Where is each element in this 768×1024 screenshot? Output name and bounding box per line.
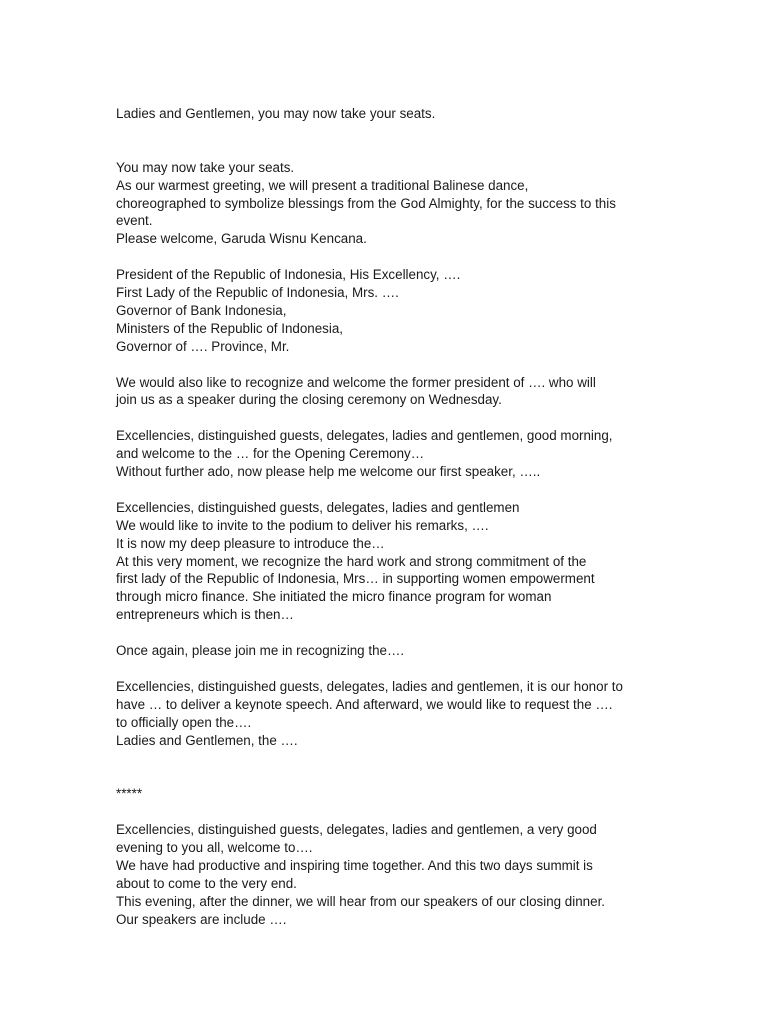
text-line: have … to deliver a keynote speech. And afterward, we would like to request the …. bbox=[116, 696, 613, 712]
text-line: First Lady of the Republic of Indonesia, Mrs. …. bbox=[116, 285, 399, 301]
blank-line bbox=[116, 123, 676, 141]
blank-line bbox=[116, 767, 676, 785]
text-line: choreographed to symbolize blessings from the God Almighty, for the success to this bbox=[116, 195, 616, 211]
text-line: and welcome to the … for the Opening Ceremony… bbox=[116, 446, 425, 462]
text-line: through micro finance. She initiated the micro finance program for woman bbox=[116, 589, 552, 605]
text-line: Ladies and Gentlemen, you may now take your seats. bbox=[116, 106, 436, 121]
text-line: Excellencies, distinguished guests, delegates, ladies and gentlemen, a very good bbox=[116, 822, 597, 838]
blank-line bbox=[116, 141, 676, 159]
text-line: We would also like to recognize and welcome the former president of …. who will bbox=[116, 374, 596, 390]
text-line: Excellencies, distinguished guests, delegates, ladies and gentlemen, it is our honor to bbox=[116, 678, 623, 694]
text-line: join us as a speaker during the closing ceremony on Wednesday. bbox=[116, 392, 502, 408]
text-line: evening to you all, welcome to…. bbox=[116, 839, 313, 855]
text-line: Ladies and Gentlemen, the …. bbox=[116, 732, 298, 748]
blank-line bbox=[116, 356, 676, 374]
text-line: Governor of …. Province, Mr. bbox=[116, 338, 290, 354]
text-line: Once again, please join me in recognizing the…. bbox=[116, 643, 405, 659]
text-line: Without further ado, now please help me welcome our first speaker, ….. bbox=[116, 464, 541, 480]
text-line: Please welcome, Garuda Wisnu Kencana. bbox=[116, 231, 367, 247]
document-body bbox=[116, 105, 676, 929]
blank-line bbox=[116, 750, 676, 768]
text-line: Ministers of the Republic of Indonesia, bbox=[116, 320, 344, 336]
text-line: event. bbox=[116, 213, 153, 229]
text-line: Excellencies, distinguished guests, delegates, ladies and gentlemen bbox=[116, 499, 520, 515]
text-line: first lady of the Republic of Indonesia, Mrs… in supporting women empowerment bbox=[116, 571, 595, 587]
blank-line bbox=[116, 409, 676, 427]
text-line: Excellencies, distinguished guests, delegates, ladies and gentlemen, good morning, bbox=[116, 428, 613, 444]
text-line: President of the Republic of Indonesia, His Excellency, …. bbox=[116, 267, 461, 283]
blank-line bbox=[116, 481, 676, 499]
blank-line bbox=[116, 624, 676, 642]
text-line: to officially open the…. bbox=[116, 714, 252, 730]
text-line: entrepreneurs which is then… bbox=[116, 607, 294, 623]
text-line: ***** bbox=[116, 786, 143, 802]
text-line: Our speakers are include …. bbox=[116, 911, 287, 927]
text-line: It is now my deep pleasure to introduce the… bbox=[116, 535, 385, 551]
text-line: We have had productive and inspiring time together. And this two days summit is bbox=[116, 857, 593, 873]
text-line: As our warmest greeting, we will present a traditional Balinese dance, bbox=[116, 177, 529, 193]
text-line: about to come to the very end. bbox=[116, 875, 297, 891]
text-line: Governor of Bank Indonesia, bbox=[116, 302, 287, 318]
blank-line bbox=[116, 248, 676, 266]
blank-line bbox=[116, 803, 676, 821]
text-line: You may now take your seats. bbox=[116, 159, 295, 175]
text-line: This evening, after the dinner, we will hear from our speakers of our closing dinner. bbox=[116, 893, 606, 909]
text-line: At this very moment, we recognize the hard work and strong commitment of the bbox=[116, 553, 587, 569]
blank-line bbox=[116, 660, 676, 678]
text-line: We would like to invite to the podium to deliver his remarks, …. bbox=[116, 517, 489, 533]
